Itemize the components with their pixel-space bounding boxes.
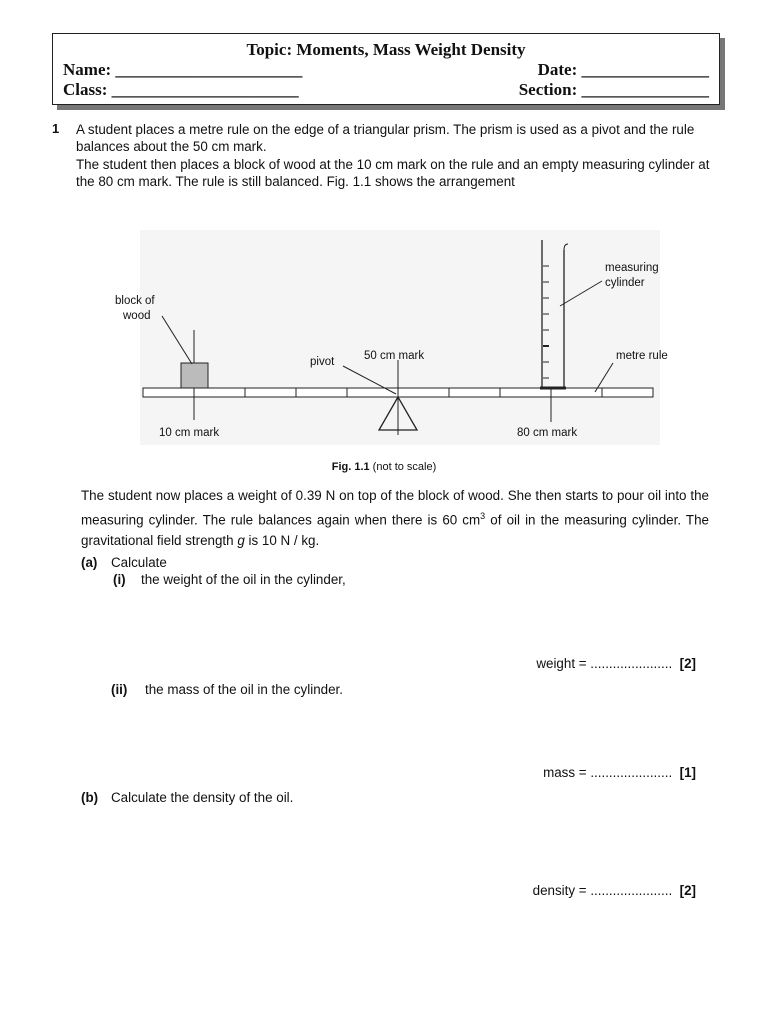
figure-caption: [0, 461, 768, 473]
label-50-cm: 50 cm mark: [364, 350, 425, 362]
part-ai-label: (i): [113, 572, 126, 587]
part-aii-text: the mass of the oil in the cylinder.: [145, 682, 343, 697]
para-2-part-a: The student now places a weight of 0.39 N on top of the block of wood. She then starts to pour oil into the measuring cylinder. The rule balances again when there is 60 cm: [81, 488, 709, 528]
superscript-3: 3: [480, 511, 486, 521]
label-metre-rule: metre rule: [616, 350, 668, 362]
part-b-label: (b): [81, 790, 99, 805]
topic-title: Topic: Moments, Mass Weight Density: [246, 40, 526, 59]
label-cylinder-1: measuring: [605, 262, 659, 274]
block-of-wood: [181, 363, 208, 388]
para-2-part-c: is 10 N / kg.: [244, 533, 320, 549]
section-field: Section: _______________: [518, 80, 709, 99]
part-a-label: (a): [81, 555, 98, 570]
label-block-2: wood: [123, 310, 151, 322]
part-aii-label: (ii): [111, 682, 128, 697]
caption-text: (not to scale): [369, 461, 437, 473]
label-80-cm: 80 cm mark: [517, 427, 578, 439]
answer-mass-line: mass = ......................: [543, 765, 673, 780]
question-intro-1: A student places a metre rule on the edge of a triangular prism. The prism is used as a pivot and the rule balances about the 50 cm mark.: [76, 122, 695, 154]
label-cylinder-2: cylinder: [605, 277, 645, 289]
marks-density: [2]: [679, 883, 696, 898]
answer-weight-line: weight = ......................: [536, 656, 673, 671]
question-number: 1: [52, 121, 60, 136]
date-field: Date: _______________: [537, 60, 709, 79]
balance-diagram: [115, 230, 668, 445]
question-paragraph-2: [81, 485, 709, 551]
answer-density: [533, 883, 696, 898]
part-b-text: Calculate the density of the oil.: [111, 790, 294, 805]
caption-number: Fig. 1.1: [331, 461, 370, 473]
worksheet-header: [52, 33, 720, 105]
part-ai-text: the weight of the oil in the cylinder,: [141, 572, 346, 587]
question-intro-2: The student then places a block of wood at the 10 cm mark on the rule and an empty measuring cylinder at the 80 cm mark. The rule is still balanced. Fig. 1.1 shows the arrangement: [76, 157, 710, 189]
marks-mass: [1]: [679, 765, 696, 780]
figure-1-1: [115, 230, 668, 445]
part-a-text: Calculate: [111, 555, 167, 570]
symbol-g: g: [237, 533, 245, 549]
para-2-part-b: of oil in the measuring cylinder. The gravitational field strength: [81, 512, 709, 549]
class-field: Class: ______________________: [63, 80, 299, 99]
answer-density-line: density = ......................: [532, 883, 673, 898]
name-field: Name: ______________________: [63, 60, 303, 79]
marks-weight: [2]: [679, 656, 696, 671]
figure-background: [140, 230, 660, 445]
label-pivot: pivot: [310, 356, 335, 368]
answer-mass: [543, 765, 696, 780]
label-10-cm: 10 cm mark: [159, 427, 220, 439]
label-block-1: block of: [115, 295, 155, 307]
answer-weight: [536, 656, 696, 671]
